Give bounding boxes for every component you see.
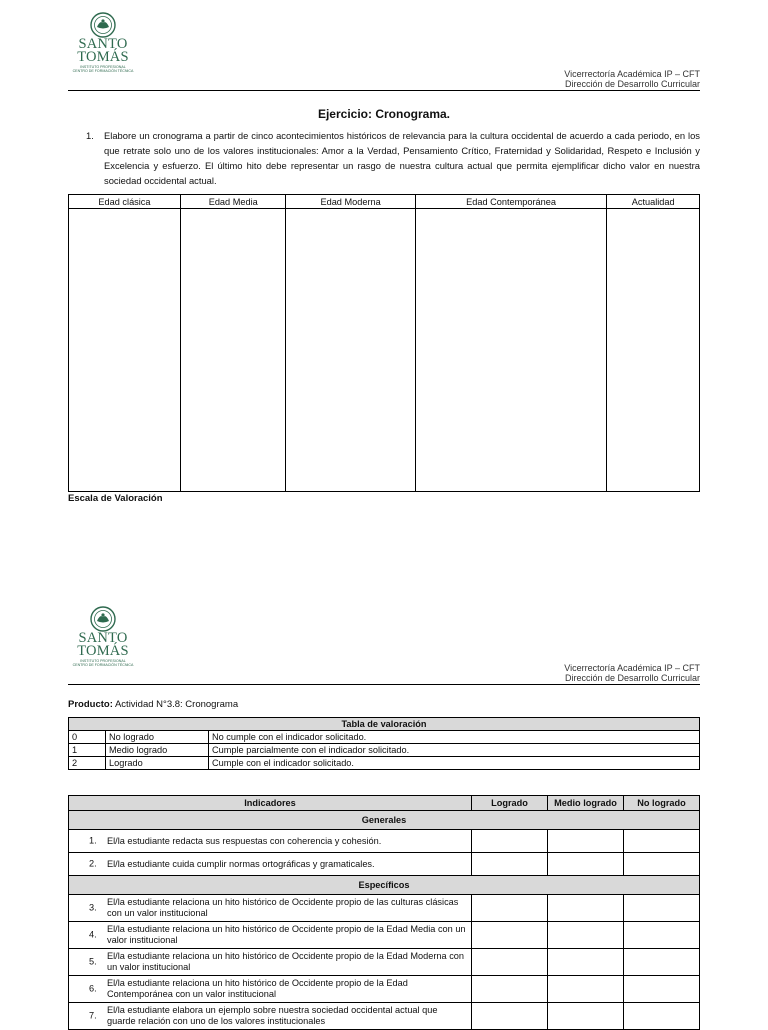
exercise-title: Ejercicio: Cronograma. [317, 107, 451, 121]
desc-cell: No cumple con el indicador solicitado. [209, 731, 700, 744]
timeline-col-media: Edad Media [180, 195, 286, 209]
level-cell: Logrado [106, 757, 209, 770]
no-logrado-cell[interactable] [624, 830, 700, 853]
logrado-cell[interactable] [472, 853, 548, 876]
indicator-text: 3. El/la estudiante relaciona un hito histórico de Occidente propio de las culturas clásicas con un valor institucional [69, 895, 472, 922]
producto-line [68, 699, 238, 710]
logrado-cell[interactable] [472, 895, 548, 922]
logrado-cell[interactable] [472, 1003, 548, 1030]
org-info [564, 69, 700, 89]
col-indicadores: Indicadores [69, 796, 472, 811]
col-medio-logrado: Medio logrado [548, 796, 624, 811]
valoracion-table [68, 717, 700, 770]
table-row [69, 731, 700, 744]
logrado-cell[interactable] [472, 922, 548, 949]
brand-line2: TOMÁS [77, 49, 129, 65]
escala-title: Escala de Valoración [68, 493, 163, 504]
timeline-cell-moderna[interactable] [286, 209, 415, 492]
section-especificos: Específicos [69, 876, 700, 895]
brand-line2: TOMÁS [77, 643, 129, 659]
org-line2: Dirección de Desarrollo Curricular [564, 673, 700, 683]
timeline-cell-media[interactable] [180, 209, 286, 492]
timeline-body-row [69, 209, 700, 492]
santo-tomas-logo [72, 606, 134, 667]
table-row [69, 949, 700, 976]
score-cell: 1 [69, 744, 106, 757]
table-row [69, 895, 700, 922]
timeline-cell-actualidad[interactable] [607, 209, 700, 492]
logrado-cell[interactable] [472, 976, 548, 1003]
santo-tomas-logo [72, 12, 134, 73]
valoracion-title: Tabla de valoración [69, 718, 700, 731]
brand-line1: SANTO [78, 630, 128, 646]
indicator-text: 1. El/la estudiante redacta sus respuestas con coherencia y cohesión. [69, 830, 472, 853]
no-logrado-cell[interactable] [624, 895, 700, 922]
score-cell: 2 [69, 757, 106, 770]
seal-icon [90, 606, 116, 632]
header-rule [68, 684, 700, 685]
org-info [564, 663, 700, 683]
page-header [68, 12, 700, 92]
medio-logrado-cell[interactable] [548, 853, 624, 876]
table-row [69, 830, 700, 853]
header-rule [68, 90, 700, 91]
org-line1: Vicerrectoría Académica IP – CFT [564, 69, 700, 79]
no-logrado-cell[interactable] [624, 853, 700, 876]
timeline-col-moderna: Edad Moderna [286, 195, 415, 209]
no-logrado-cell[interactable] [624, 949, 700, 976]
indicadores-header-row [69, 796, 700, 811]
table-row [69, 1003, 700, 1030]
instruction [86, 128, 700, 188]
no-logrado-cell[interactable] [624, 976, 700, 1003]
org-line1: Vicerrectoría Académica IP – CFT [564, 663, 700, 673]
col-logrado: Logrado [472, 796, 548, 811]
org-line2: Dirección de Desarrollo Curricular [564, 79, 700, 89]
table-row [69, 757, 700, 770]
section-generales: Generales [69, 811, 700, 830]
desc-cell: Cumple parcialmente con el indicador solicitado. [209, 744, 700, 757]
medio-logrado-cell[interactable] [548, 949, 624, 976]
no-logrado-cell[interactable] [624, 922, 700, 949]
seal-icon [90, 12, 116, 38]
brand-line1: SANTO [78, 36, 128, 52]
level-cell: No logrado [106, 731, 209, 744]
producto-value: Actividad N°3.8: Cronograma [112, 699, 239, 710]
timeline-col-clasica: Edad clásica [69, 195, 181, 209]
indicator-text: 5. El/la estudiante relaciona un hito histórico de Occidente propio de la Edad Moderna con un valor institucional [69, 949, 472, 976]
score-cell: 0 [69, 731, 106, 744]
timeline-col-actualidad: Actualidad [607, 195, 700, 209]
medio-logrado-cell[interactable] [548, 922, 624, 949]
indicator-text: 6. El/la estudiante relaciona un hito histórico de Occidente propio de la Edad Contemporánea con un valor institucional [69, 976, 472, 1003]
timeline-header-row [69, 195, 700, 209]
page-header-2 [68, 606, 700, 686]
indicator-text: 4. El/la estudiante relaciona un hito histórico de Occidente propio de la Edad Media con un valor institucional [69, 922, 472, 949]
level-cell: Medio logrado [106, 744, 209, 757]
table-row [69, 922, 700, 949]
indicator-text: 7. El/la estudiante elabora un ejemplo sobre nuestra sociedad occidental actual que guarde relación con uno de los valores institucionales [69, 1003, 472, 1030]
logrado-cell[interactable] [472, 949, 548, 976]
desc-cell: Cumple con el indicador solicitado. [209, 757, 700, 770]
table-row [69, 853, 700, 876]
timeline-table [68, 194, 700, 492]
medio-logrado-cell[interactable] [548, 895, 624, 922]
brand-subtitle: INSTITUTO PROFESIONAL CENTRO DE FORMACIÓN TÉCNICA [72, 659, 134, 667]
medio-logrado-cell[interactable] [548, 976, 624, 1003]
logrado-cell[interactable] [472, 830, 548, 853]
table-row [69, 976, 700, 1003]
brand-subtitle: INSTITUTO PROFESIONAL CENTRO DE FORMACIÓN TÉCNICA [72, 65, 134, 73]
indicadores-table [68, 795, 700, 1030]
medio-logrado-cell[interactable] [548, 1003, 624, 1030]
no-logrado-cell[interactable] [624, 1003, 700, 1030]
timeline-col-contemporanea: Edad Contemporánea [415, 195, 607, 209]
instruction-text: Elabore un cronograma a partir de cinco acontecimientos históricos de relevancia para la cultura occidental de acuerdo a cada periodo, en los que retrate solo uno de los valores institucionales: Amor a la Verdad, Pensamiento Crítico, Fraternidad y Solidaridad, Respeto e Inclusión y Excelencia y esfuerzo. El último hito debe representar un rasgo de nuestra cultura actual que permita ejemplificar dicho valor en nuestra sociedad occidental actual. [104, 130, 700, 186]
producto-label: Producto: [68, 699, 113, 710]
table-row [69, 744, 700, 757]
medio-logrado-cell[interactable] [548, 830, 624, 853]
timeline-cell-contemporanea[interactable] [415, 209, 607, 492]
col-no-logrado: No logrado [624, 796, 700, 811]
indicator-text: 2. El/la estudiante cuida cumplir normas ortográficas y gramaticales. [69, 853, 472, 876]
instruction-number: 1. [86, 130, 94, 141]
timeline-cell-clasica[interactable] [69, 209, 181, 492]
